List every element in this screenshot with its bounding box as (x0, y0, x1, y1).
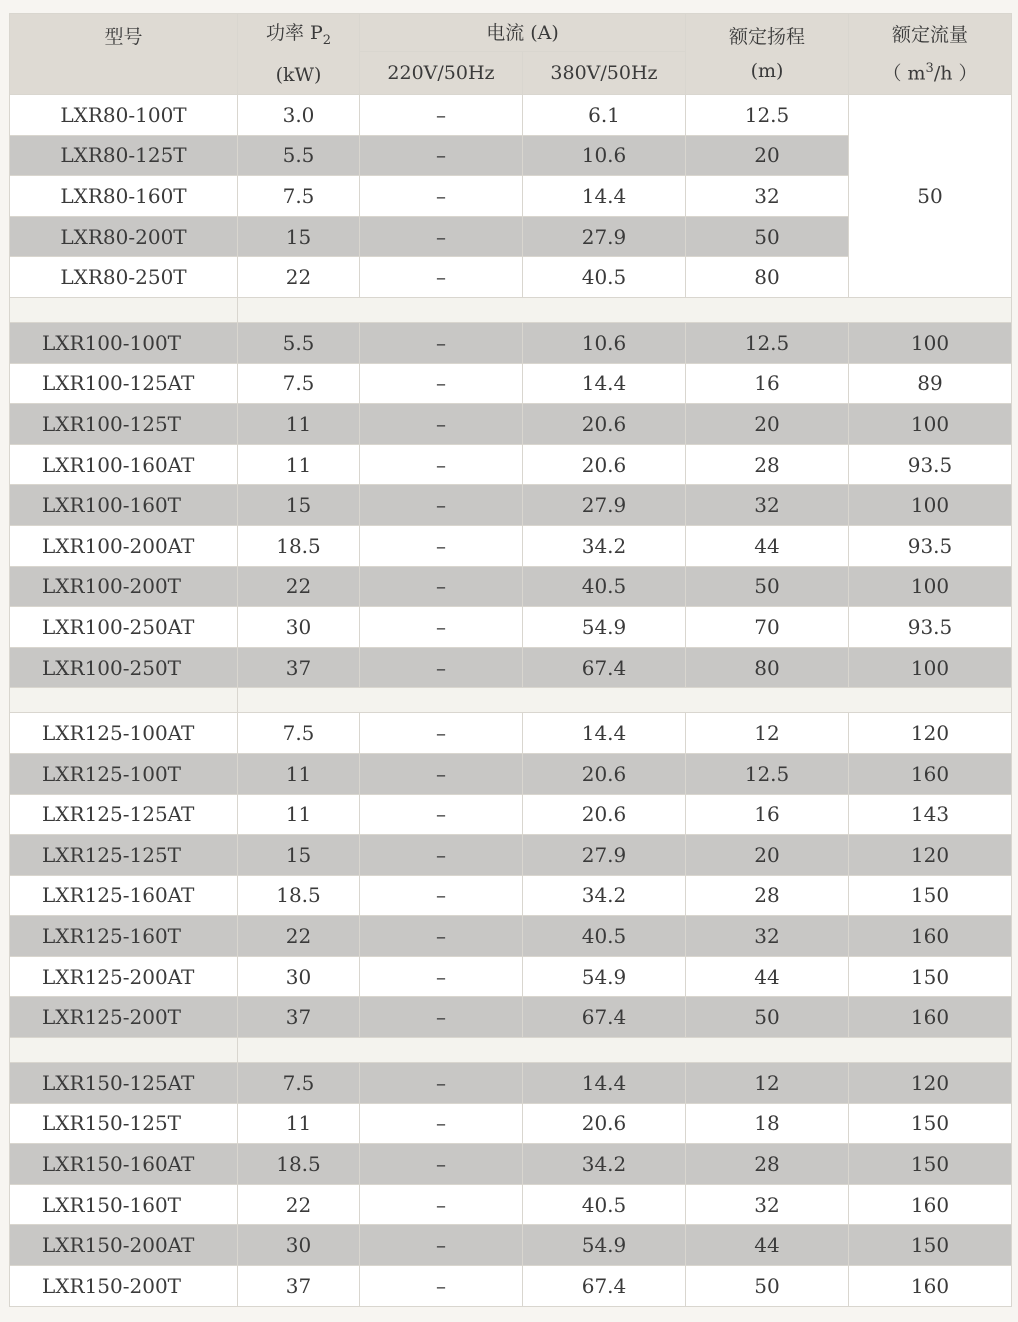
current-220v-cell: – (360, 835, 523, 876)
current-380v-cell: 34.2 (523, 525, 686, 566)
current-220v-cell: – (360, 1266, 523, 1307)
flow-cell: 160 (849, 1184, 1012, 1225)
head-cell: 32 (686, 485, 849, 526)
flow-cell-merged: 50 (849, 95, 1012, 298)
current-220v-cell: – (360, 1063, 523, 1104)
power-cell: 18.5 (238, 875, 360, 916)
head-cell: 32 (686, 1184, 849, 1225)
power-cell: 22 (238, 916, 360, 957)
flow-cell: 160 (849, 916, 1012, 957)
flow-cell: 120 (849, 713, 1012, 754)
power-cell: 37 (238, 997, 360, 1038)
flow-cell: 93.5 (849, 444, 1012, 485)
current-380v-cell: 54.9 (523, 956, 686, 997)
power-cell: 18.5 (238, 1144, 360, 1185)
flow-cell: 100 (849, 322, 1012, 363)
power-cell: 7.5 (238, 176, 360, 217)
flow-cell: 160 (849, 997, 1012, 1038)
head-cell: 32 (686, 176, 849, 217)
model-cell: LXR125-125AT (10, 794, 238, 835)
table-row (10, 753, 1012, 794)
current-380v-cell: 27.9 (523, 485, 686, 526)
group-separator (10, 297, 1012, 322)
table-row (10, 875, 1012, 916)
current-380v-cell: 54.9 (523, 607, 686, 648)
head-cell: 50 (686, 566, 849, 607)
power-cell: 11 (238, 404, 360, 445)
power-cell: 22 (238, 257, 360, 298)
group-separator (10, 1038, 1012, 1063)
model-cell: LXR100-160AT (10, 444, 238, 485)
current-220v-cell: – (360, 875, 523, 916)
separator-cell (238, 688, 1012, 713)
head-cell: 20 (686, 135, 849, 176)
current-220v-cell: – (360, 1103, 523, 1144)
power-cell: 11 (238, 753, 360, 794)
current-220v-cell: – (360, 485, 523, 526)
separator-cell (10, 1038, 238, 1063)
current-380v-cell: 20.6 (523, 404, 686, 445)
flow-cell: 150 (849, 1225, 1012, 1266)
pump-spec-table (9, 13, 1012, 1307)
table-row (10, 525, 1012, 566)
table-row (10, 404, 1012, 445)
current-220v-cell: – (360, 566, 523, 607)
current-220v-cell: – (360, 363, 523, 404)
head-cell: 12.5 (686, 322, 849, 363)
flow-cell: 150 (849, 875, 1012, 916)
flow-cell: 93.5 (849, 525, 1012, 566)
current-220v-cell: – (360, 1184, 523, 1225)
model-cell: LXR100-100T (10, 322, 238, 363)
power-cell: 22 (238, 1184, 360, 1225)
table-row (10, 1266, 1012, 1307)
header-220v: 220V/50Hz (360, 52, 523, 95)
table-row (10, 1103, 1012, 1144)
current-380v-cell: 40.5 (523, 916, 686, 957)
current-220v-cell: – (360, 404, 523, 445)
model-cell: LXR150-160T (10, 1184, 238, 1225)
flow-cell: 100 (849, 485, 1012, 526)
head-cell: 44 (686, 956, 849, 997)
current-380v-cell: 14.4 (523, 176, 686, 217)
current-380v-cell: 34.2 (523, 1144, 686, 1185)
head-cell: 28 (686, 875, 849, 916)
current-380v-cell: 10.6 (523, 322, 686, 363)
flow-cell: 160 (849, 753, 1012, 794)
table-body (10, 95, 1012, 1307)
model-cell: LXR125-160AT (10, 875, 238, 916)
head-cell: 16 (686, 794, 849, 835)
model-cell: LXR150-125T (10, 1103, 238, 1144)
head-cell: 12.5 (686, 95, 849, 136)
power-cell: 30 (238, 1225, 360, 1266)
model-cell: LXR100-250AT (10, 607, 238, 648)
model-cell: LXR150-125AT (10, 1063, 238, 1104)
current-380v-cell: 10.6 (523, 135, 686, 176)
table-row (10, 322, 1012, 363)
power-cell: 30 (238, 607, 360, 648)
table-row (10, 1225, 1012, 1266)
flow-cell: 160 (849, 1266, 1012, 1307)
flow-cell: 100 (849, 566, 1012, 607)
power-cell: 22 (238, 566, 360, 607)
power-cell: 11 (238, 444, 360, 485)
head-cell: 20 (686, 404, 849, 445)
model-cell: LXR125-200T (10, 997, 238, 1038)
model-cell: LXR80-200T (10, 216, 238, 257)
current-380v-cell: 20.6 (523, 444, 686, 485)
power-cell: 11 (238, 1103, 360, 1144)
power-cell: 5.5 (238, 322, 360, 363)
model-cell: LXR125-200AT (10, 956, 238, 997)
head-cell: 28 (686, 444, 849, 485)
current-220v-cell: – (360, 322, 523, 363)
flow-cell: 150 (849, 956, 1012, 997)
flow-cell: 150 (849, 1103, 1012, 1144)
table-row (10, 956, 1012, 997)
head-cell: 28 (686, 1144, 849, 1185)
current-220v-cell: – (360, 956, 523, 997)
table-row (10, 916, 1012, 957)
model-cell: LXR125-125T (10, 835, 238, 876)
header-flow: 额定流量 （ $m^3/h$ ） (849, 14, 1012, 95)
separator-cell (10, 688, 238, 713)
head-cell: 70 (686, 607, 849, 648)
table-row (10, 713, 1012, 754)
current-380v-cell: 27.9 (523, 216, 686, 257)
table-row (10, 363, 1012, 404)
current-220v-cell: – (360, 257, 523, 298)
table-row (10, 444, 1012, 485)
head-cell: 50 (686, 216, 849, 257)
current-380v-cell: 40.5 (523, 257, 686, 298)
current-220v-cell: – (360, 997, 523, 1038)
header-power: 功率 $P_2$ (kW) (238, 14, 360, 95)
flow-cell: 120 (849, 1063, 1012, 1104)
current-220v-cell: – (360, 753, 523, 794)
current-220v-cell: – (360, 1225, 523, 1266)
model-cell: LXR125-160T (10, 916, 238, 957)
head-cell: 18 (686, 1103, 849, 1144)
current-220v-cell: – (360, 135, 523, 176)
head-cell: 50 (686, 997, 849, 1038)
separator-cell (10, 297, 238, 322)
current-380v-cell: 6.1 (523, 95, 686, 136)
power-cell: 5.5 (238, 135, 360, 176)
model-cell: LXR80-125T (10, 135, 238, 176)
current-220v-cell: – (360, 794, 523, 835)
flow-cell: 89 (849, 363, 1012, 404)
head-cell: 80 (686, 647, 849, 688)
power-cell: 3.0 (238, 95, 360, 136)
current-380v-cell: 14.4 (523, 363, 686, 404)
flow-cell: 143 (849, 794, 1012, 835)
head-cell: 80 (686, 257, 849, 298)
current-220v-cell: – (360, 176, 523, 217)
model-cell: LXR100-125T (10, 404, 238, 445)
table-header (10, 14, 1012, 95)
flow-cell: 100 (849, 647, 1012, 688)
power-cell: 7.5 (238, 363, 360, 404)
current-220v-cell: – (360, 713, 523, 754)
table-row (10, 95, 1012, 136)
current-380v-cell: 67.4 (523, 997, 686, 1038)
head-cell: 16 (686, 363, 849, 404)
power-cell: 7.5 (238, 1063, 360, 1104)
header-head: 额定扬程 (m) (686, 14, 849, 95)
model-cell: LXR150-200T (10, 1266, 238, 1307)
head-cell: 12 (686, 713, 849, 754)
header-380v: 380V/50Hz (523, 52, 686, 95)
model-cell: LXR125-100T (10, 753, 238, 794)
separator-cell (238, 297, 1012, 322)
table-row (10, 485, 1012, 526)
current-380v-cell: 20.6 (523, 794, 686, 835)
current-380v-cell: 54.9 (523, 1225, 686, 1266)
model-cell: LXR125-100AT (10, 713, 238, 754)
model-cell: LXR100-160T (10, 485, 238, 526)
power-cell: 37 (238, 647, 360, 688)
separator-cell (238, 1038, 1012, 1063)
table-row (10, 607, 1012, 648)
model-cell: LXR150-200AT (10, 1225, 238, 1266)
head-cell: 20 (686, 835, 849, 876)
current-380v-cell: 34.2 (523, 875, 686, 916)
table-row (10, 997, 1012, 1038)
power-cell: 37 (238, 1266, 360, 1307)
flow-cell: 150 (849, 1144, 1012, 1185)
model-cell: LXR100-250T (10, 647, 238, 688)
current-380v-cell: 40.5 (523, 566, 686, 607)
head-cell: 44 (686, 1225, 849, 1266)
power-cell: 7.5 (238, 713, 360, 754)
power-cell: 15 (238, 835, 360, 876)
model-cell: LXR80-100T (10, 95, 238, 136)
table-row (10, 647, 1012, 688)
current-380v-cell: 20.6 (523, 1103, 686, 1144)
table-row (10, 1063, 1012, 1104)
flow-cell: 93.5 (849, 607, 1012, 648)
model-cell: LXR100-200T (10, 566, 238, 607)
model-cell: LXR100-200AT (10, 525, 238, 566)
model-cell: LXR80-250T (10, 257, 238, 298)
current-380v-cell: 14.4 (523, 713, 686, 754)
current-220v-cell: – (360, 444, 523, 485)
group-separator (10, 688, 1012, 713)
flow-cell: 100 (849, 404, 1012, 445)
power-cell: 11 (238, 794, 360, 835)
table-row (10, 1144, 1012, 1185)
model-cell: LXR150-160AT (10, 1144, 238, 1185)
power-cell: 18.5 (238, 525, 360, 566)
power-cell: 30 (238, 956, 360, 997)
current-380v-cell: 40.5 (523, 1184, 686, 1225)
header-model: 型号 (10, 14, 238, 95)
table-row (10, 835, 1012, 876)
power-cell: 15 (238, 485, 360, 526)
current-220v-cell: – (360, 216, 523, 257)
table-row (10, 794, 1012, 835)
current-220v-cell: – (360, 916, 523, 957)
power-cell: 15 (238, 216, 360, 257)
current-220v-cell: – (360, 607, 523, 648)
current-220v-cell: – (360, 1144, 523, 1185)
current-220v-cell: – (360, 647, 523, 688)
table-row (10, 1184, 1012, 1225)
current-380v-cell: 27.9 (523, 835, 686, 876)
table-row (10, 566, 1012, 607)
flow-cell: 120 (849, 835, 1012, 876)
current-220v-cell: – (360, 525, 523, 566)
head-cell: 32 (686, 916, 849, 957)
header-current: 电流 (A) (360, 14, 686, 52)
head-cell: 12.5 (686, 753, 849, 794)
current-220v-cell: – (360, 95, 523, 136)
current-380v-cell: 14.4 (523, 1063, 686, 1104)
current-380v-cell: 67.4 (523, 647, 686, 688)
head-cell: 12 (686, 1063, 849, 1104)
current-380v-cell: 67.4 (523, 1266, 686, 1307)
head-cell: 44 (686, 525, 849, 566)
current-380v-cell: 20.6 (523, 753, 686, 794)
model-cell: LXR80-160T (10, 176, 238, 217)
model-cell: LXR100-125AT (10, 363, 238, 404)
head-cell: 50 (686, 1266, 849, 1307)
